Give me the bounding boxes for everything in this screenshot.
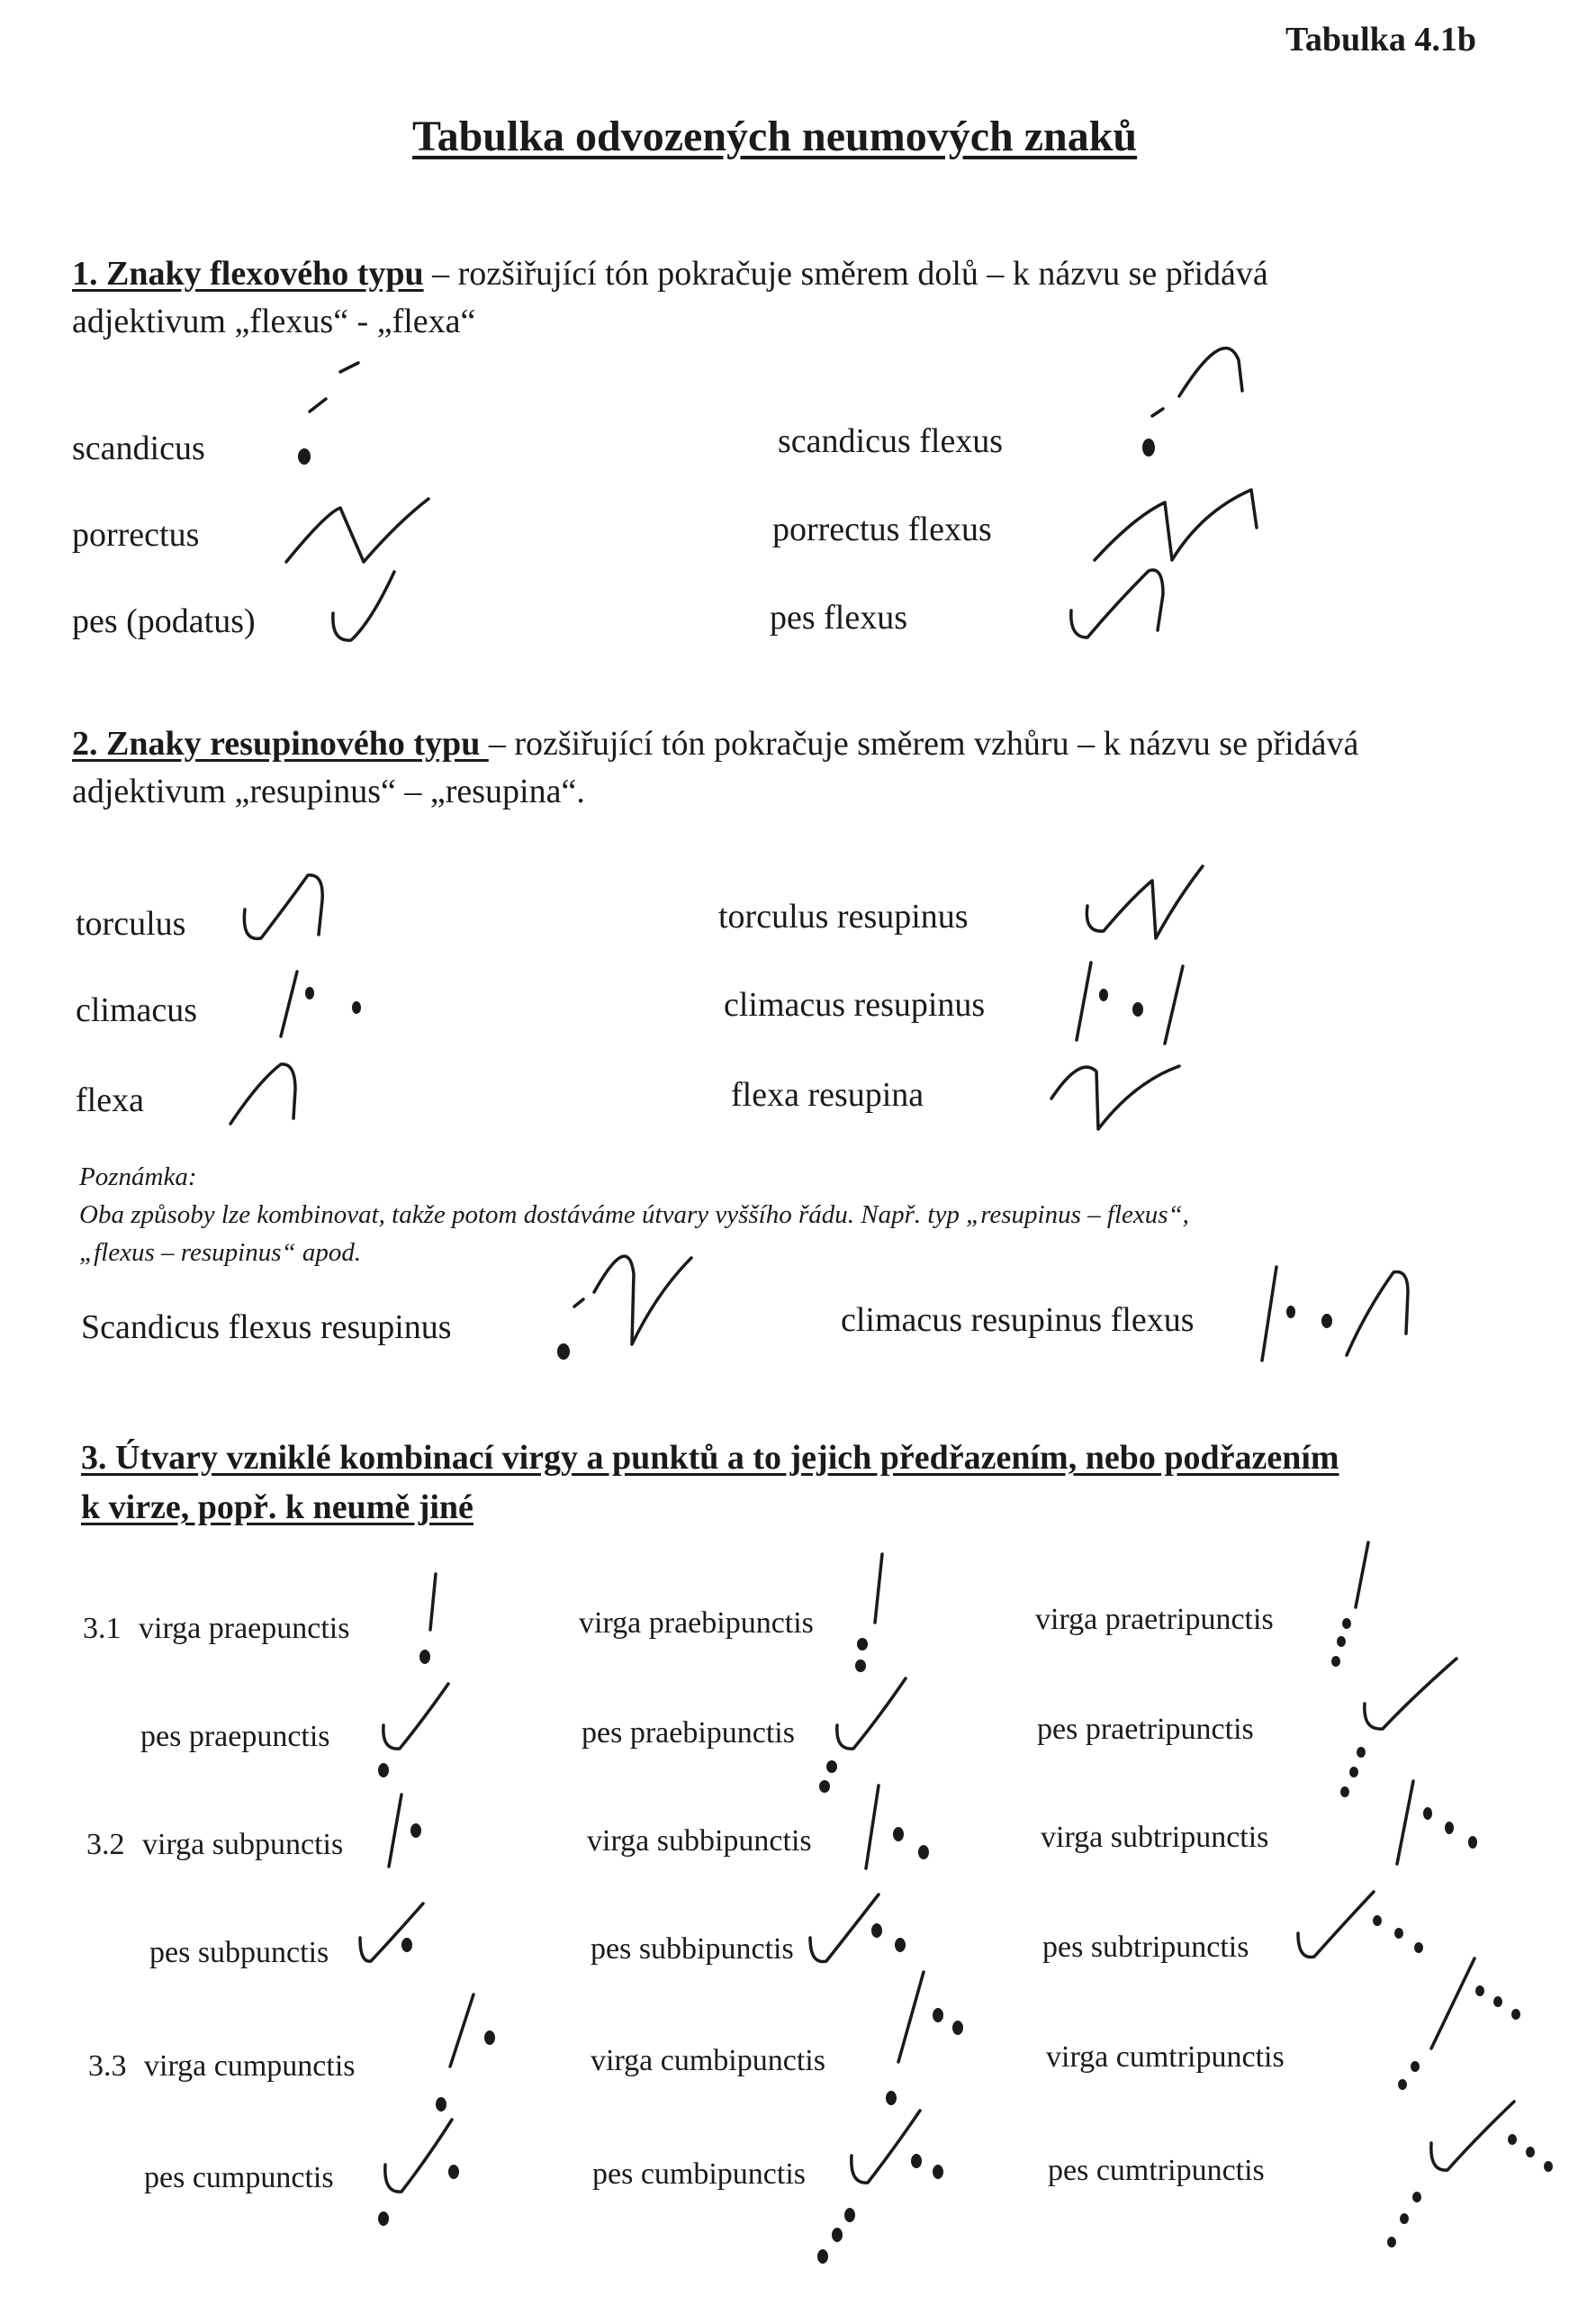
label-scandicus: scandicus: [72, 430, 205, 467]
label-pes-cumbipunctis: pes cumbipunctis: [592, 2157, 807, 2191]
pes-praebipunctis-neume: [810, 1668, 918, 1794]
label-torculus-resupinus: torculus resupinus: [718, 898, 969, 936]
row-number-3-2: 3.2: [86, 1828, 125, 1861]
label-porrectus: porrectus: [72, 516, 200, 554]
section2-heading: 2. Znaky resupinového typu: [72, 725, 489, 763]
scandicus-neume: [288, 356, 369, 473]
note-line1: Oba způsoby lze kombinovat, takže potom dostáváme útvary vyššího řádu. Např. typ „resupinus – flexus“,: [79, 1200, 1189, 1230]
virga-cumbipunctis-neume: [864, 1963, 972, 2116]
scandicus-flexus-resupinus-neume: [540, 1238, 702, 1373]
flexa-neume: [223, 1054, 322, 1144]
label-virga-praepunctis: virga praepunctis: [139, 1612, 350, 1645]
label-pes-praebipunctis: pes praebipunctis: [582, 1716, 795, 1750]
label-virga-subpunctis: virga subpunctis: [142, 1828, 344, 1861]
section1-intro: [72, 250, 1268, 346]
virga-subtripunctis-neume: [1386, 1774, 1485, 1882]
label-pes-cumpunctis: pes cumpunctis: [144, 2161, 334, 2194]
label-pes-praepunctis: pes praepunctis: [140, 1720, 330, 1753]
note-title: Poznámka:: [79, 1162, 197, 1191]
section3-heading-line1: 3. Útvary vzniklé kombinací virgy a punktů a to jejich předřazením, nebo podřazením: [81, 1439, 1339, 1477]
label-scandicus-flexus: scandicus flexus: [778, 422, 1004, 460]
label-flexa-resupina: flexa resupina: [731, 1076, 924, 1114]
section1-text-line1: – rozšiřující tón pokračuje směrem dolů – k názvu se přidává: [423, 255, 1268, 293]
label-porrectus-flexus: porrectus flexus: [772, 511, 992, 548]
virga-cumtripunctis-neume: [1377, 1949, 1530, 2112]
row-number-3-1: 3.1: [83, 1612, 122, 1645]
scandicus-flexus-neume: [1125, 333, 1269, 468]
section3-heading: [81, 1433, 1339, 1533]
note-line2: „flexus – resupinus“ apod.: [79, 1238, 362, 1268]
label-climacus-resupinus-flexus: climacus resupinus flexus: [841, 1301, 1195, 1339]
label-virga-cumtripunctis: virga cumtripunctis: [1046, 2040, 1285, 2074]
section2-text-line2: adjektivum „resupinus“ – „resupina“.: [72, 773, 585, 811]
label-virga-cumbipunctis: virga cumbipunctis: [591, 2044, 825, 2077]
virga-praepunctis-neume: [405, 1567, 459, 1684]
virga-subpunctis-neume: [376, 1787, 448, 1886]
virga-subbipunctis-neume: [855, 1778, 945, 1886]
row-number-3-3: 3.3: [88, 2049, 127, 2083]
label-pes-subbipunctis: pes subbipunctis: [591, 1932, 794, 1966]
section1-heading: 1. Znaky flexového typu: [72, 255, 424, 293]
label-virga-praebipunctis: virga praebipunctis: [579, 1606, 814, 1640]
climacus-resupinus-neume: [1066, 950, 1201, 1058]
pes-flexus-neume: [1062, 558, 1179, 648]
pes-podatus-neume: [324, 563, 405, 653]
flexa-resupina-neume: [1044, 1046, 1188, 1145]
pes-cumbipunctis-neume: [810, 2098, 954, 2278]
label-virga-cumpunctis: virga cumpunctis: [144, 2049, 356, 2083]
virga-praebipunctis-neume: [846, 1547, 900, 1682]
section2-intro: [72, 720, 1358, 816]
pes-cumpunctis-neume: [371, 2107, 479, 2242]
table-number: Tabulka 4.1b: [1285, 21, 1476, 59]
torculus-neume: [236, 864, 335, 954]
label-pes-podatus: pes (podatus): [72, 602, 256, 640]
pes-praepunctis-neume: [369, 1675, 459, 1783]
torculus-resupinus-neume: [1078, 854, 1213, 953]
label-pes-subpunctis: pes subpunctis: [149, 1936, 329, 1969]
climacus-resupinus-flexus-neume: [1249, 1256, 1429, 1373]
pes-subpunctis-neume: [353, 1891, 461, 1981]
section2-text-line1: – rozšiřující tón pokračuje směrem vzhůru – k názvu se přidává: [488, 725, 1359, 763]
label-climacus: climacus: [76, 991, 198, 1029]
label-virga-subbipunctis: virga subbipunctis: [587, 1824, 812, 1858]
pes-cumtripunctis-neume: [1368, 2089, 1566, 2269]
label-virga-subtripunctis: virga subtripunctis: [1041, 1821, 1269, 1854]
label-pes-cumtripunctis: pes cumtripunctis: [1048, 2154, 1265, 2187]
label-virga-praetripunctis: virga praetripunctis: [1035, 1603, 1274, 1636]
climacus-neume: [270, 959, 378, 1049]
label-pes-subtripunctis: pes subtripunctis: [1042, 1931, 1249, 1964]
label-flexa: flexa: [76, 1081, 144, 1119]
page-title: Tabulka odvozených neumových znaků: [412, 113, 1138, 160]
section1-text-line2: adjektivum „flexus“ - „flexa“: [72, 303, 476, 341]
label-torculus: torculus: [76, 905, 186, 943]
label-pes-flexus: pes flexus: [770, 599, 908, 637]
label-scandicus-flexus-resupinus: Scandicus flexus resupinus: [81, 1308, 452, 1346]
label-pes-praetripunctis: pes praetripunctis: [1037, 1713, 1254, 1746]
virga-cumpunctis-neume: [410, 1985, 500, 2121]
section3-heading-line2: k virze, popř. k neumě jiné: [81, 1488, 473, 1527]
label-climacus-resupinus: climacus resupinus: [724, 986, 986, 1024]
